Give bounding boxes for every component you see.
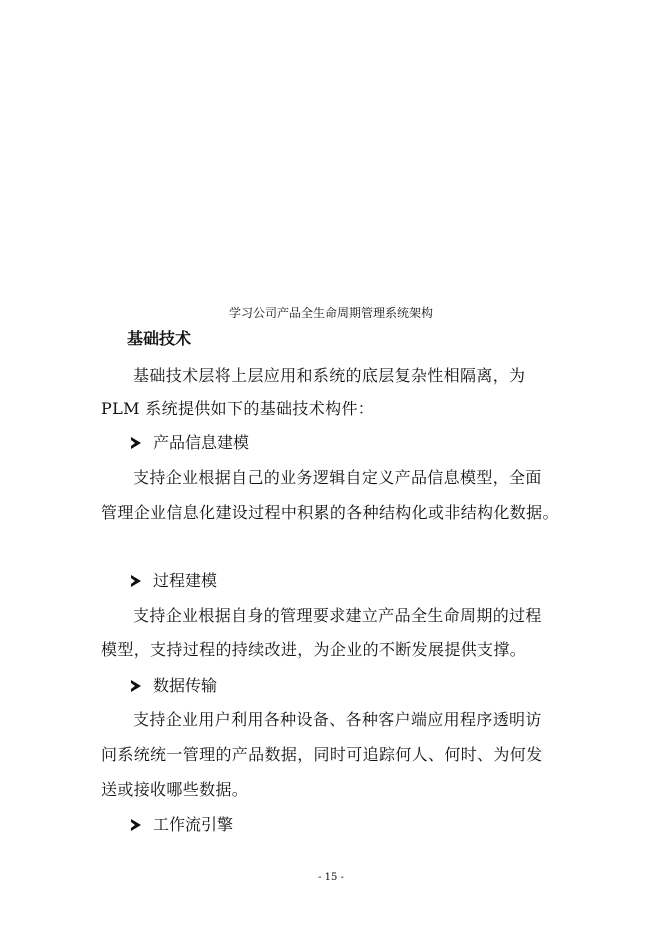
bullet-label: 数据传输 [153, 676, 218, 695]
arrow-bullet-icon [131, 819, 141, 831]
bullet-item-data-transfer [131, 675, 217, 697]
paragraph-line: 支持企业用户利用各种设备、各种客户端应用程序透明访 [133, 710, 542, 729]
paragraph-line: 模型，支持过程的持续改进，为企业的不断发展提供支撑。 [101, 640, 527, 659]
arrow-bullet-icon [131, 575, 141, 587]
bullet-label: 工作流引擎 [153, 815, 234, 834]
bullet-item-process-modeling [131, 570, 217, 592]
section-heading: 基础技术 [127, 329, 192, 348]
arrow-bullet-icon [131, 437, 141, 449]
intro-line-2: PLM 系统提供如下的基础技术构件： [101, 399, 375, 418]
bullet-label: 过程建模 [153, 571, 218, 590]
intro-line-1: 基础技术层将上层应用和系统的底层复杂性相隔离，为 [133, 366, 526, 385]
arrow-bullet-icon [131, 680, 141, 692]
paragraph-line: 管理企业信息化建设过程中积累的各种结构化或非结构化数据。 [101, 503, 559, 522]
document-title: 学习公司产品全生命周期管理系统架构 [228, 306, 433, 320]
paragraph-line: 支持企业根据自身的管理要求建立产品全生命周期的过程 [133, 606, 542, 625]
page-number: - 15 - [318, 872, 344, 883]
paragraph-line: 送或接收哪些数据。 [101, 780, 249, 799]
bullet-label: 产品信息建模 [153, 433, 250, 452]
paragraph-line: 问系统统一管理的产品数据，同时可追踪何人、何时、为何发 [101, 745, 543, 764]
bullet-item-product-modeling [131, 432, 249, 454]
paragraph-line: 支持企业根据自己的业务逻辑自定义产品信息模型，全面 [133, 468, 542, 487]
bullet-item-workflow-engine [131, 814, 233, 836]
